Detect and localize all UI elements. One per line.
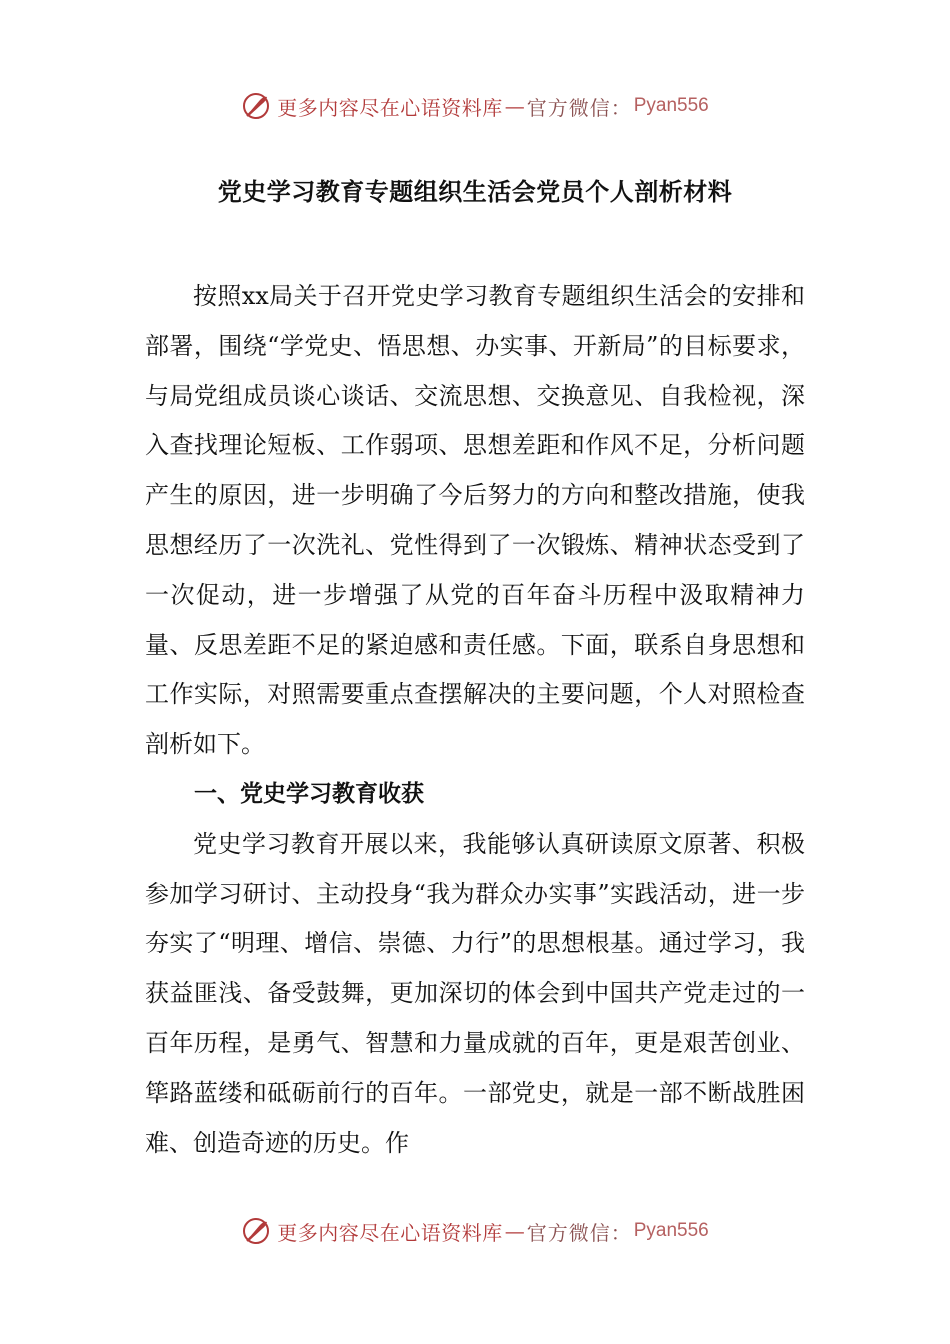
header-banner [0,86,950,126]
document-title: 党史学习教育专题组织生活会党员个人剖析材料 [217,178,733,206]
document-body [145,272,805,1168]
quill-pen-icon [241,1216,271,1246]
section-heading: 一、党史学习教育收获 [194,780,424,807]
quill-pen-icon [241,91,271,121]
paragraph-gains: 党史学习教育开展以来，我能够认真研读原文原著、积极参加学习研讨、主动投身“我为群众办实事”实践活动，进一步夯实了“明理、增信、崇德、力行”的思想根基。通过学习，我获益匪浅、备受鼓舞，更加深切的体会到中国共产党走过的一百年历程，是勇气、智慧和力量成就的百年，更是艰苦创业、筚路蓝缕和砥砺前行的百年。一部党史，就是一部不断战胜困难、创造奇迹的历史。作 [145,829,805,1157]
banner-contact-id: Pyan556 [633,1220,709,1241]
banner-text: 更多内容尽在心语资料库 [277,95,503,120]
paragraph-intro: 按照xx局关于召开党史学习教育专题组织生活会的安排和部署，围绕“学党史、悟思想、办实事、开新局”的目标要求，与局党组成员谈心谈话、交流思想、交换意见、自我检视，深入查找理论短板、工作弱项、思想差距和作风不足，分析问题产生的原因，进一步明确了今后努力的方向和整改措施，使我思想经历了一次洗礼、党性得到了一次锻炼、精神状态受到了一次促动，进一步增强了从党的百年奋斗历程中汲取精神力量、反思差距不足的紧迫感和责任感。下面，联系自身思想和工作实际，对照需要重点查摆解决的主要问题，个人对照检查剖析如下。 [145,282,805,759]
banner-separator: — [504,94,525,118]
banner-separator: — [504,1219,525,1243]
banner-text: 更多内容尽在心语资料库 [277,1220,503,1245]
banner-contact-label: 官方微信： [526,1220,632,1245]
footer-banner [0,1211,950,1251]
banner-contact-label: 官方微信： [526,95,632,120]
banner-contact-id: Pyan556 [633,95,709,116]
